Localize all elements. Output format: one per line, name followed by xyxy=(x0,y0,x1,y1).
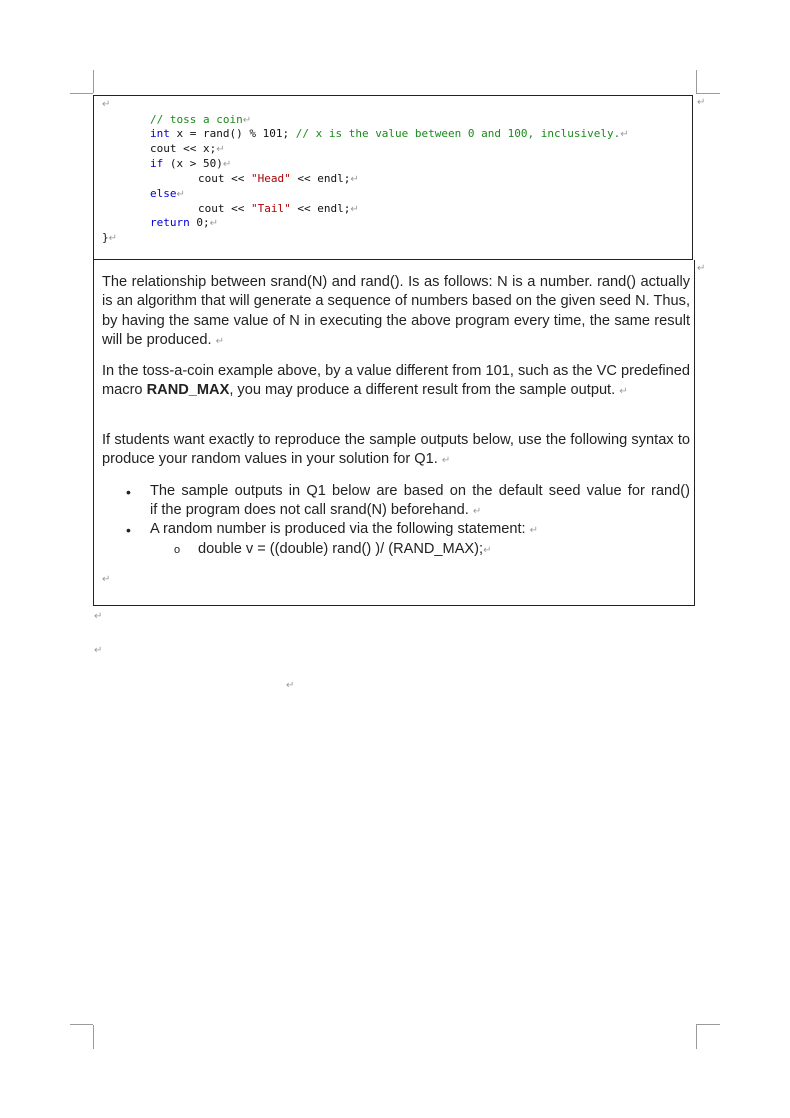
paragraph-mark: ↵ xyxy=(215,335,224,347)
code-line-closing-brace xyxy=(102,230,117,245)
code-cout-tail-pre: cout << xyxy=(198,202,251,215)
code-keyword-else: else xyxy=(150,187,177,200)
code-keyword-int: int xyxy=(150,127,170,140)
paragraph-reproduce xyxy=(102,431,690,470)
code-comment: // toss a coin xyxy=(150,113,243,126)
paragraph-mark: ↵ xyxy=(108,233,118,244)
paragraph-text: The relationship between srand(N) and rand(). Is as follows: N is a number. rand() actually is an algorithm that will generate a sequence of numbers based on the given seed N. Thus, by having the same value of N in executing the above program every time, the same result will be produced. xyxy=(102,274,690,348)
code-line-cout-x xyxy=(150,141,225,156)
paragraph-mark: ↵ xyxy=(620,129,629,140)
paragraph-mark: ↵ xyxy=(209,218,219,229)
crop-mark-top-left-h xyxy=(70,93,93,94)
crop-mark-bottom-left-v xyxy=(93,1025,94,1049)
code-line-return xyxy=(150,215,218,230)
code-line-if xyxy=(150,156,231,171)
sub-bullet-double-v xyxy=(198,540,491,559)
paragraph-text: , you may produce a different result from the sample output. xyxy=(229,382,616,399)
code-line-cout-head xyxy=(198,171,359,186)
bullet-item-statement xyxy=(150,520,538,539)
bullet-dot-icon: • xyxy=(126,522,131,538)
code-closing-brace: } xyxy=(102,231,109,244)
paragraph-mark: ↵ xyxy=(529,525,539,536)
code-line-declaration xyxy=(150,126,629,141)
paragraph-mark: ↵ xyxy=(350,174,359,185)
crop-mark-bottom-left-h xyxy=(70,1024,93,1025)
bullet-item-seed xyxy=(150,482,690,521)
code-comment-range: // x is the value between 0 and 100, inclusively. xyxy=(295,127,621,140)
empty-paragraph-mark: ↵ xyxy=(94,645,103,656)
empty-paragraph-mark: ↵ xyxy=(286,680,295,691)
explanation-block xyxy=(93,260,695,606)
code-cout-head-post: << endl; xyxy=(290,172,351,185)
paragraph-mark: ↵ xyxy=(216,144,225,155)
code-block xyxy=(93,95,693,260)
paragraph-srand-rand xyxy=(102,273,690,350)
paragraph-rand-max xyxy=(102,362,690,401)
crop-mark-top-right-v xyxy=(696,70,697,93)
paragraph-mark: ↵ xyxy=(102,574,111,585)
crop-mark-bottom-right-h xyxy=(696,1024,720,1025)
circle-bullet-icon: o xyxy=(174,544,181,556)
paragraph-mark: ↵ xyxy=(619,386,628,398)
code-line-comment xyxy=(150,112,251,127)
cell-end-mark: ↵ xyxy=(697,263,706,274)
code-string-head: "Head" xyxy=(250,172,291,185)
code-if-condition: (x > 50) xyxy=(163,157,223,170)
code-keyword-return: return xyxy=(150,216,190,229)
bullet-line-continued: if the program does not call srand(N) beforehand. ↵ xyxy=(150,502,482,519)
paragraph-mark: ↵ xyxy=(222,159,232,170)
paragraph-mark: ↵ xyxy=(102,99,111,110)
code-line-cout-tail xyxy=(198,201,359,216)
paragraph-mark: ↵ xyxy=(441,455,451,467)
code-cout-x: cout << x; xyxy=(150,142,217,155)
bullet-dot-icon: • xyxy=(126,484,131,500)
code-cout-tail-post: << endl; xyxy=(290,202,351,215)
rand-max-bold: RAND_MAX xyxy=(146,382,230,399)
cell-end-mark: ↵ xyxy=(697,97,706,108)
paragraph-text: In the toss-a-coin example above, by a value different from 101, such as the VC predefined macro xyxy=(102,363,690,399)
paragraph-mark: ↵ xyxy=(350,204,359,215)
paragraph-mark: ↵ xyxy=(483,545,492,556)
code-declaration: x = rand() % 101; xyxy=(169,127,296,140)
paragraph-mark: ↵ xyxy=(242,115,252,126)
crop-mark-top-right-h xyxy=(696,93,720,94)
bullet-line: The sample outputs in Q1 below are based on the default seed value for rand() xyxy=(150,483,690,499)
bullet-line: A random number is produced via the following statement: xyxy=(150,521,526,537)
crop-mark-top-left-v xyxy=(93,70,94,93)
code-string-tail: "Tail" xyxy=(250,202,291,215)
code-return-value: 0; xyxy=(189,216,210,229)
sub-bullet-text: double v = ((double) rand() )/ (RAND_MAX); xyxy=(198,541,484,557)
code-keyword-if: if xyxy=(150,157,164,170)
code-cout-head-pre: cout << xyxy=(198,172,251,185)
code-line-else xyxy=(150,186,185,201)
empty-paragraph-mark: ↵ xyxy=(94,611,103,622)
paragraph-mark: ↵ xyxy=(472,506,482,518)
paragraph-text: If students want exactly to reproduce the sample outputs below, use the following syntax to produce your random values in your solution for Q1. xyxy=(102,432,690,468)
paragraph-mark: ↵ xyxy=(176,189,185,200)
crop-mark-bottom-right-v xyxy=(696,1025,697,1049)
